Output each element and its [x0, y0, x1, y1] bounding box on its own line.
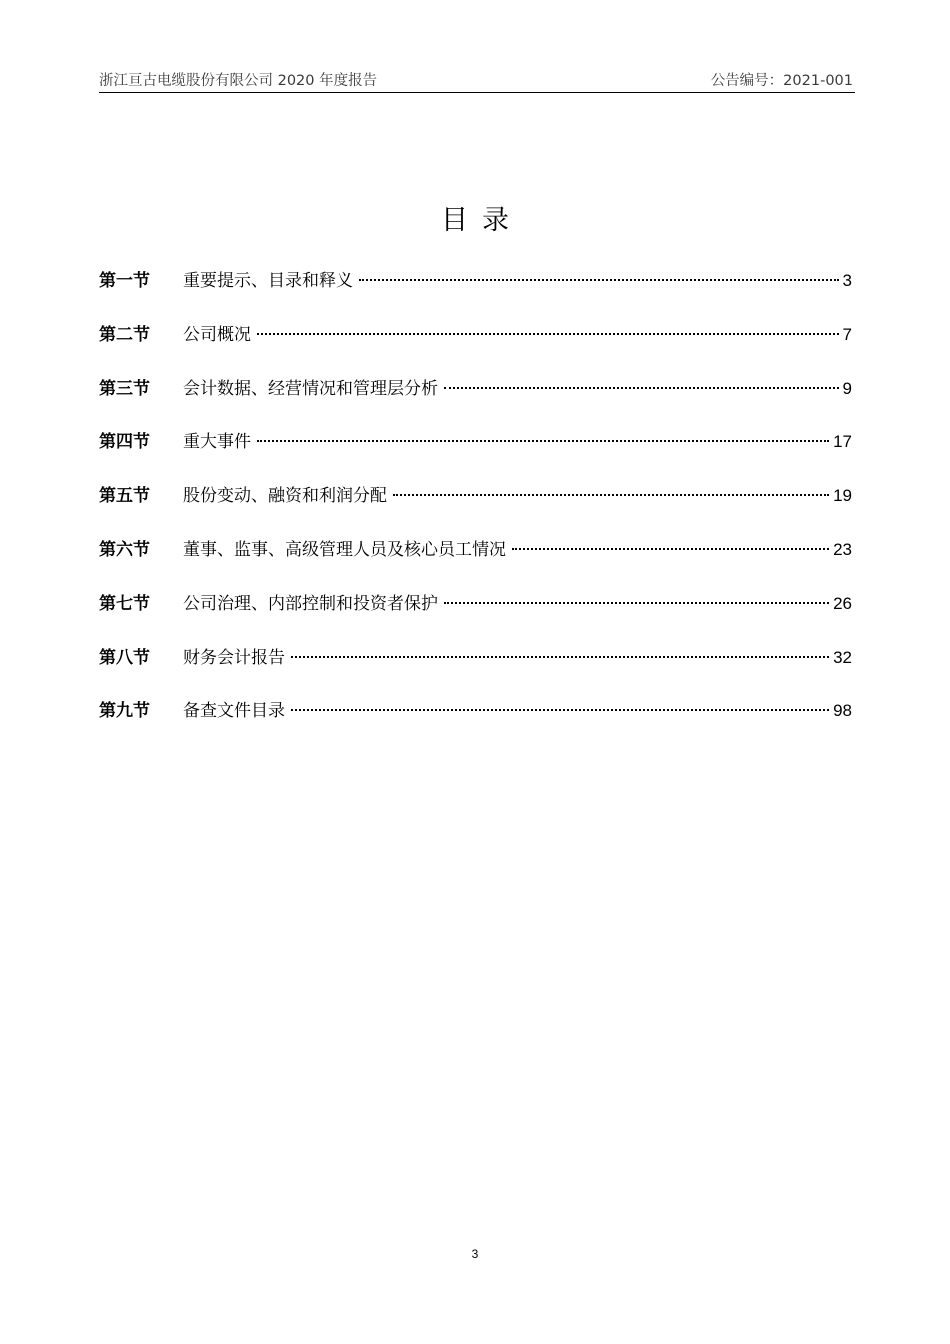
toc-section-title: 公司治理、内部控制和投资者保护 [183, 593, 438, 614]
toc-entry-1[interactable] [99, 267, 852, 321]
toc-leader-dots [444, 387, 839, 389]
toc-page-number: 19 [833, 486, 852, 506]
toc-section-number: 第二节 [99, 324, 150, 345]
toc-page-number: 26 [833, 593, 852, 613]
toc-page-number: 9 [842, 378, 852, 398]
toc-leader-dots [359, 279, 839, 281]
toc-page-number: 17 [833, 432, 852, 452]
toc-section-title: 重大事件 [183, 432, 251, 453]
toc-page-number: 98 [833, 701, 852, 721]
toc-leader-dots [393, 494, 829, 496]
toc-section-number: 第五节 [99, 486, 150, 507]
toc-section-number: 第九节 [99, 701, 150, 722]
toc-leader-dots [257, 333, 839, 335]
page-header [99, 66, 855, 93]
toc-entry-4[interactable] [99, 428, 852, 482]
toc-entry-9[interactable] [99, 697, 852, 751]
toc-section-number: 第四节 [99, 432, 150, 453]
toc-section-number: 第一节 [99, 271, 150, 291]
toc-entry-7[interactable] [99, 590, 852, 644]
announcement-number: 公告编号：2021-001 [710, 73, 853, 89]
toc-section-title: 股份变动、融资和利润分配 [183, 486, 387, 507]
table-of-contents [99, 267, 852, 751]
toc-entry-2[interactable] [99, 321, 852, 375]
toc-page-number: 3 [842, 271, 852, 290]
toc-page-number: 7 [842, 324, 852, 344]
toc-leader-dots [444, 602, 829, 604]
toc-entry-5[interactable] [99, 482, 852, 536]
toc-leader-dots [291, 656, 829, 658]
toc-page-number: 23 [833, 539, 852, 559]
toc-entry-3[interactable] [99, 375, 852, 429]
toc-section-number: 第三节 [99, 378, 150, 399]
toc-title: 目录 [441, 205, 523, 236]
toc-section-number: 第八节 [99, 647, 150, 668]
toc-section-number: 第六节 [99, 539, 150, 560]
toc-entry-6[interactable] [99, 536, 852, 590]
page-number: 3 [471, 1247, 479, 1261]
toc-section-title: 财务会计报告 [183, 647, 285, 668]
toc-leader-dots [512, 548, 829, 550]
toc-leader-dots [257, 440, 829, 442]
toc-section-title: 会计数据、经营情况和管理层分析 [183, 378, 438, 399]
toc-entry-8[interactable] [99, 644, 852, 698]
toc-page-number: 32 [833, 647, 852, 667]
report-title: 浙江亘古电缆股份有限公司 2020 年度报告 [99, 73, 378, 89]
toc-leader-dots [291, 709, 829, 711]
toc-section-title: 董事、监事、高级管理人员及核心员工情况 [183, 539, 506, 560]
toc-section-number: 第七节 [99, 593, 150, 614]
toc-section-title: 公司概况 [183, 324, 251, 345]
toc-section-title: 重要提示、目录和释义 [183, 271, 353, 291]
toc-section-title: 备查文件目录 [183, 701, 285, 722]
